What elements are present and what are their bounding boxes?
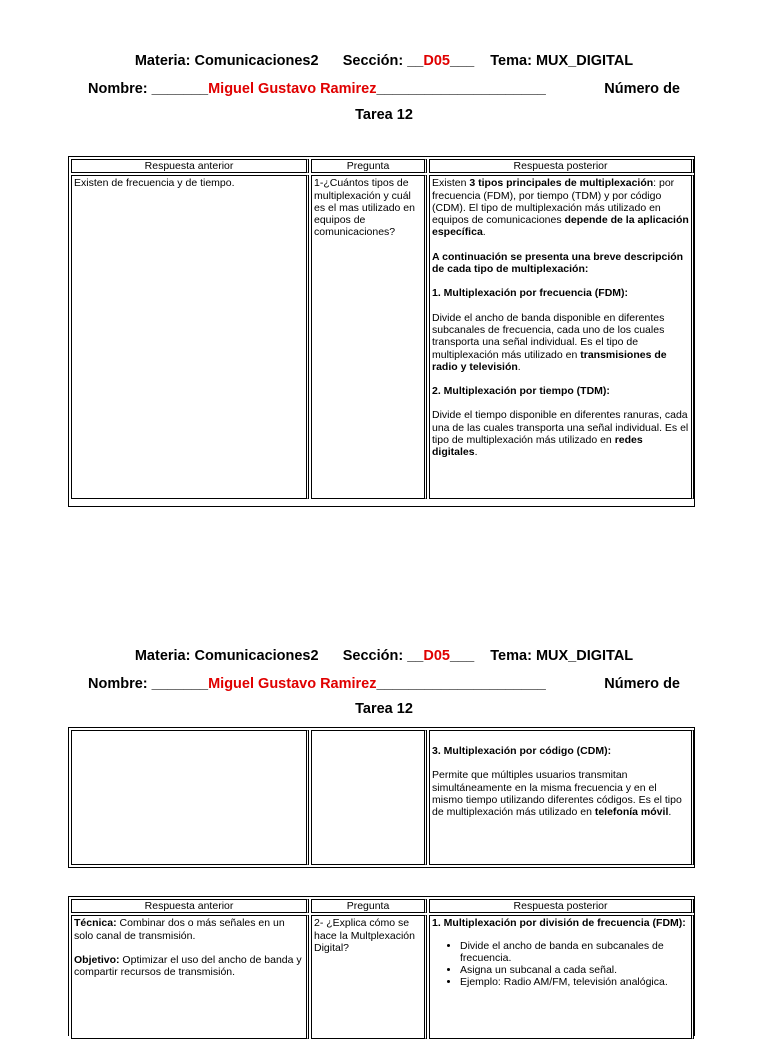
paragraph: Divide el tiempo disponible en diferentes ranuras, cada una de las cuales transporta una señal individual. Es el tipo de multiplexación más utilizado en redes digitales.	[432, 409, 689, 459]
tema-label: Tema: MUX_DIGITAL	[490, 648, 634, 664]
nombre-label: Nombre: _______Miguel Gustavo Ramirez_____________________	[88, 676, 546, 692]
numero-label: Número de	[604, 81, 680, 97]
materia-label: Materia: Comunicaciones2	[134, 648, 319, 664]
posterior-cell	[429, 915, 694, 1039]
nombre-label: Nombre: _______Miguel Gustavo Ramirez_____________________	[88, 81, 546, 97]
tarea-label: Tarea 12	[355, 701, 413, 717]
paragraph-bold: A continuación se presenta una breve descripción de cada tipo de multiplexación:	[432, 250, 684, 276]
nombre-value: Miguel Gustavo Ramirez	[208, 676, 377, 692]
header-line-1	[0, 648, 768, 664]
posterior-cell	[429, 730, 694, 865]
header-line-1	[0, 53, 768, 69]
tdm-heading: 2. Multiplexación por tiempo (TDM):	[432, 385, 610, 398]
paragraph: Existen 3 tipos principales de multiplexación: por frecuencia (FDM), por tiempo (TDM) y por código (CDM). El tipo de multiplexación más utilizado en equipos de comunicaciones depende de la aplicación específica.	[432, 177, 689, 239]
col-header-pregunta: Pregunta	[311, 899, 427, 913]
list-item: • Asigna un subcanal a cada señal.	[460, 964, 689, 976]
bullet-list	[432, 940, 689, 989]
pregunta-cell	[311, 730, 427, 865]
anterior-cell	[71, 915, 309, 1039]
numero-label: Número de	[604, 676, 680, 692]
fdm-heading: 1. Multiplexación por frecuencia (FDM):	[432, 287, 629, 300]
pregunta-cell: 1-¿Cuántos tipos de multiplexación y cuál es el mas utilizado en equipos de comunicaciones?	[311, 175, 427, 499]
seccion-value: D05	[423, 53, 450, 69]
posterior-cell	[429, 175, 694, 499]
col-header-anterior: Respuesta anterior	[71, 159, 309, 173]
qa-table-1	[68, 156, 695, 507]
paragraph: Permite que múltiples usuarios transmitan simultáneamente en la misma frecuencia y en el mismo tiempo utilizando diferentes códigos. Es el tipo de multiplexación más utilizado en telefonía móvil.	[432, 769, 682, 819]
anterior-cell: Existen de frecuencia y de tiempo.	[71, 175, 309, 499]
anterior-cell	[71, 730, 309, 865]
seccion-value: D05	[423, 648, 450, 664]
list-item: • Ejemplo: Radio AM/FM, televisión analógica.	[460, 976, 689, 988]
col-header-posterior: Respuesta posterior	[429, 159, 694, 173]
fdm-division-heading: 1. Multiplexación por división de frecuencia (FDM):	[432, 917, 686, 930]
qa-table-3	[68, 896, 695, 1036]
col-header-posterior: Respuesta posterior	[429, 899, 694, 913]
materia-label: Materia: Comunicaciones2	[134, 53, 319, 69]
pregunta-cell: 2- ¿Explica cómo se hace la Multplexación Digital?	[311, 915, 427, 1039]
col-header-anterior: Respuesta anterior	[71, 899, 309, 913]
seccion-label: Sección: __D05___	[342, 53, 475, 69]
objetivo-paragraph: Objetivo: Optimizar el uso del ancho de banda y compartir recursos de transmisión.	[74, 953, 302, 979]
header-line-2	[88, 81, 688, 97]
tarea-label: Tarea 12	[355, 107, 413, 123]
col-header-pregunta: Pregunta	[311, 159, 427, 173]
paragraph: Divide el ancho de banda disponible en diferentes subcanales de frecuencia, cada uno de los cuales transporta una señal individual. Es el tipo de multiplexación más utilizado en transmisiones de radio y televisión.	[432, 311, 667, 373]
qa-table-2	[68, 727, 695, 868]
list-item: • Divide el ancho de banda en subcanales de frecuencia.	[460, 940, 689, 965]
nombre-value: Miguel Gustavo Ramirez	[208, 81, 377, 97]
tema-label: Tema: MUX_DIGITAL	[490, 53, 634, 69]
header-line-2	[88, 676, 688, 692]
tecnica-paragraph: Técnica: Combinar dos o más señales en un solo canal de transmisión.	[74, 917, 285, 942]
cdm-heading: 3. Multiplexación por código (CDM):	[432, 745, 612, 757]
seccion-label: Sección: __D05___	[342, 648, 475, 664]
